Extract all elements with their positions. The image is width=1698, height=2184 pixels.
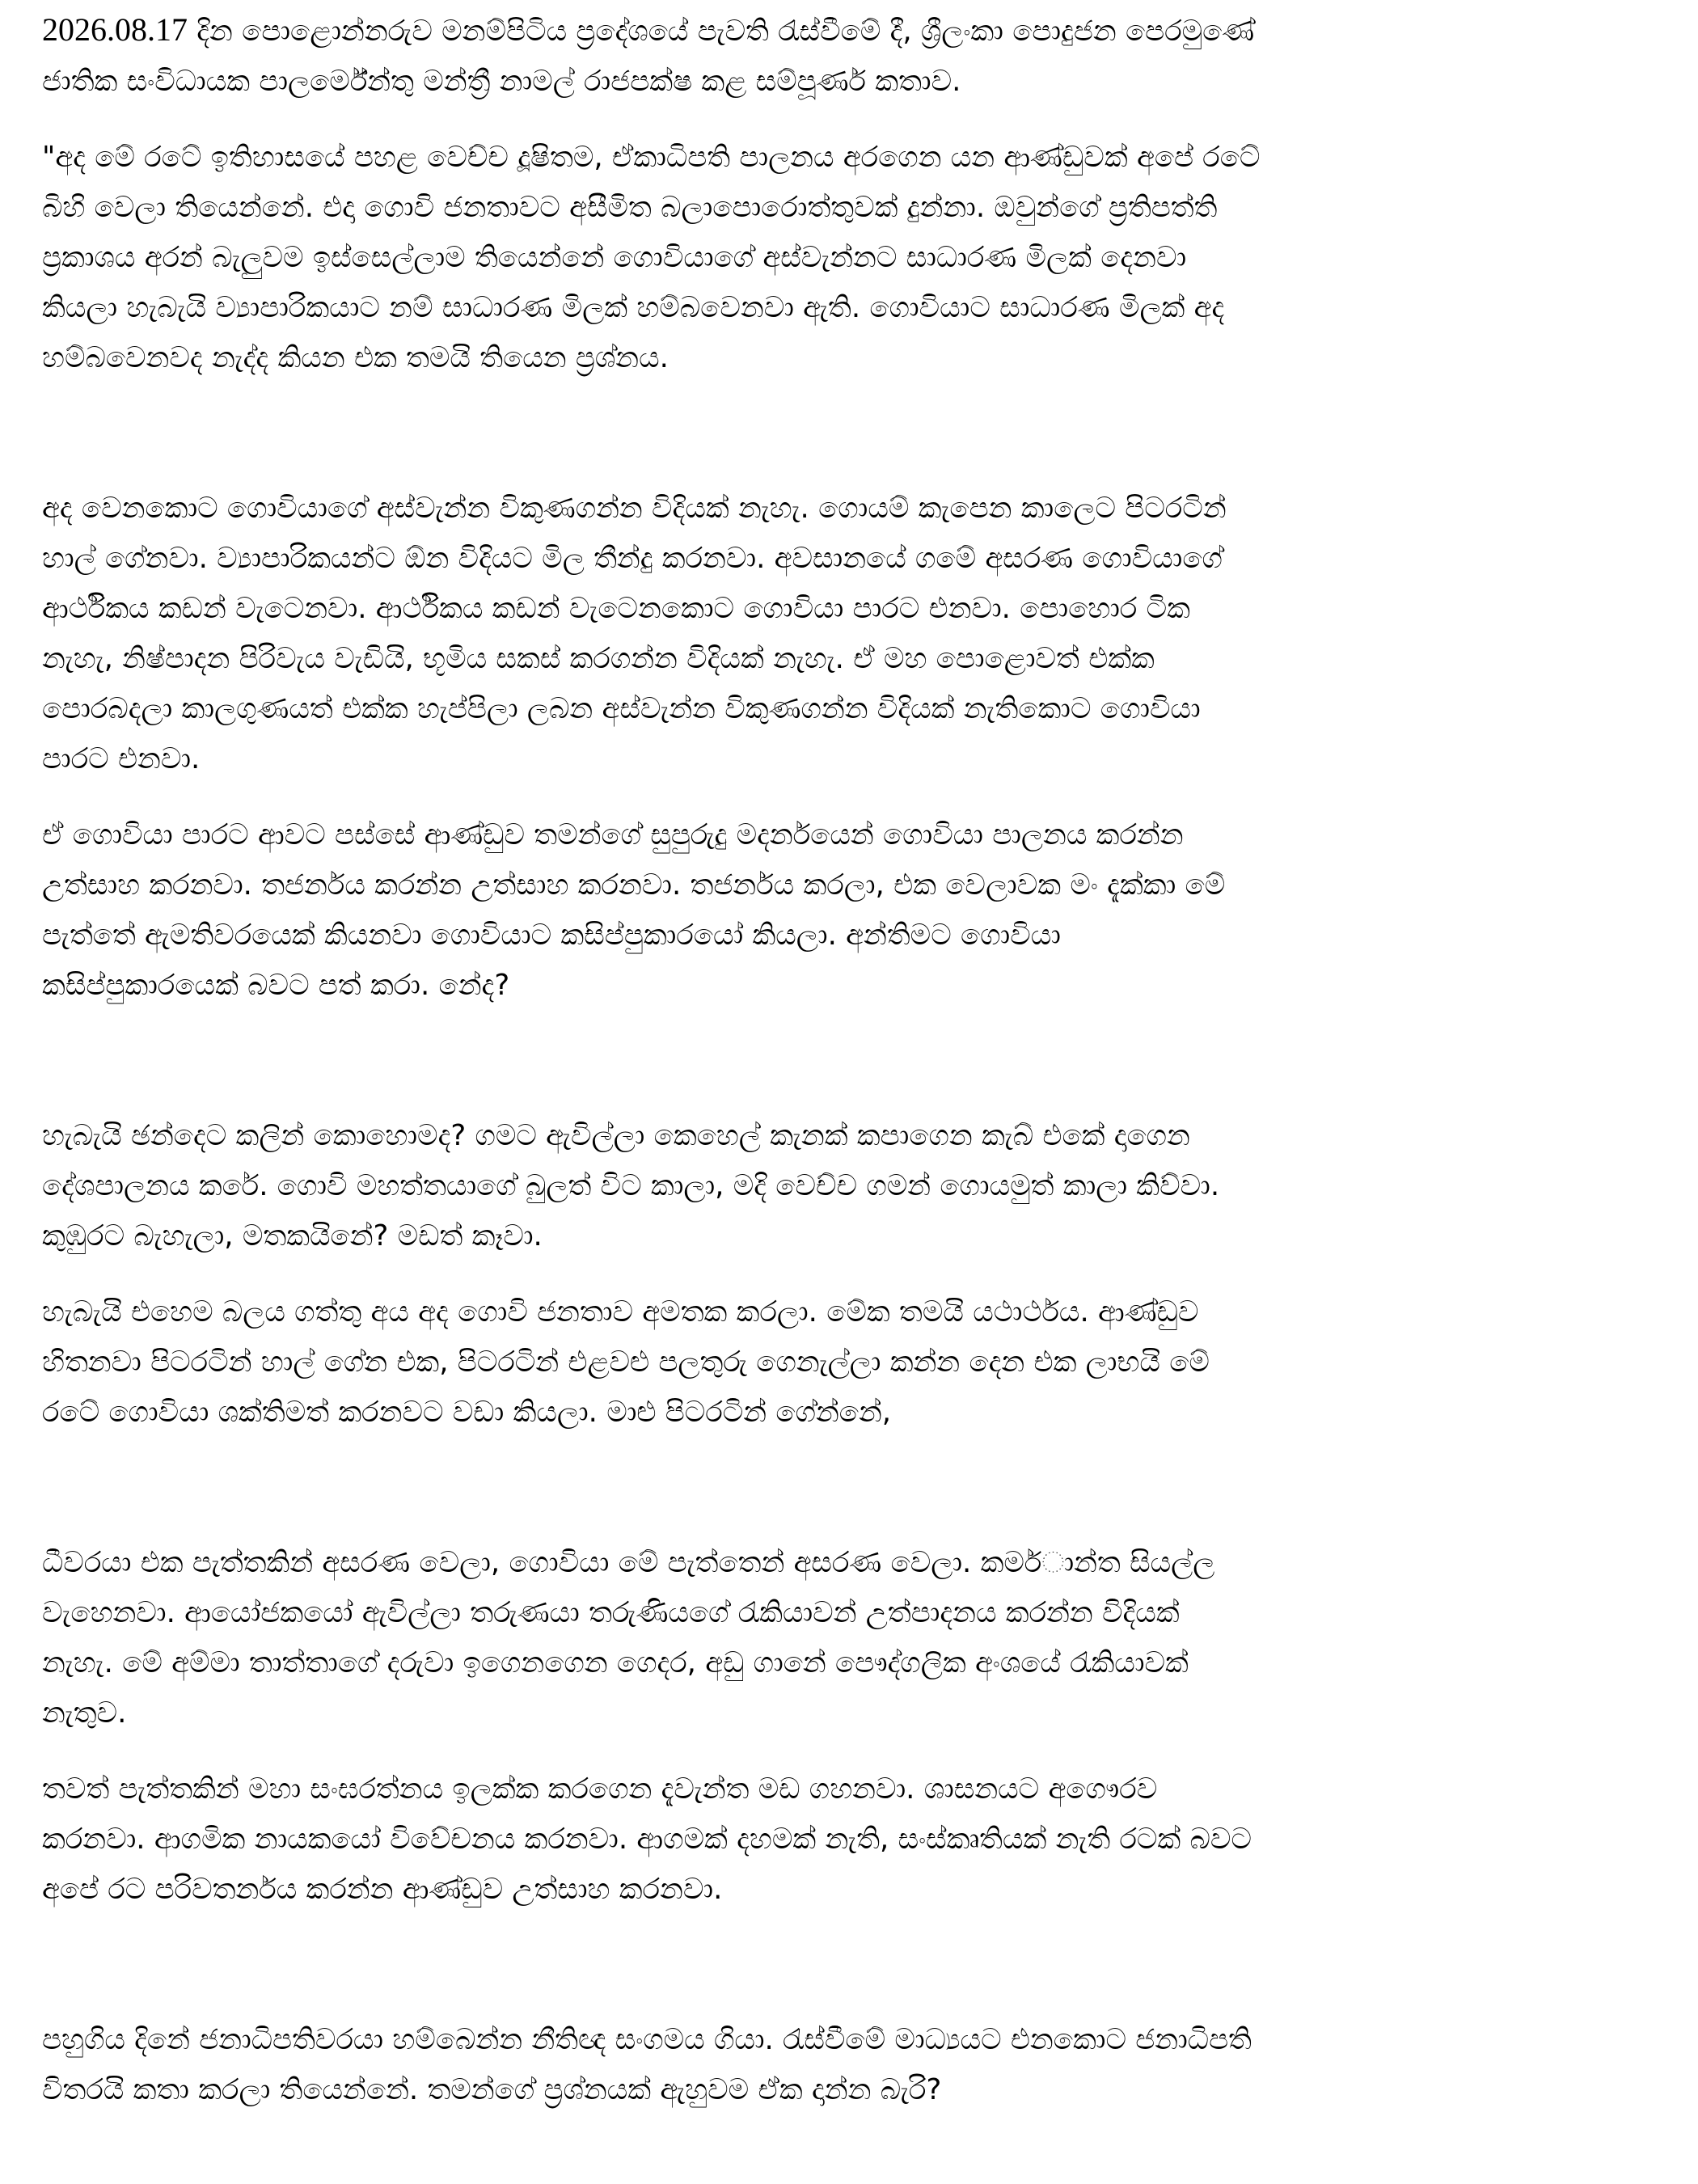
speech-paragraph: පහුගිය දිනේ ජනාධිපතිවරයා හම්බෙන්න නීතිඥ සංගමය ගියා. රැස්වීමේ මාධ්‍යයට එනකොට ජනාධිපති විතරයි කතා කරලා තියෙන්නේ. තමන්ගේ ප්‍රශ්නයක් ඇහුවම ඒක දාන්න බැරි? <box>42 2023 1252 2106</box>
section-spacer <box>42 1915 1643 2015</box>
speech-paragraph: ධීවරයා එක පැත්තකින් අසරණ වෙලා, ගොවියා මේ පැත්තෙන් අසරණ වෙලා. කමර්ාන්ත සියල්ල වැහෙනවා. ආයෝජකයෝ ඇවිල්ලා තරුණයා තරුණියගේ රැකියාවන් උත්පාදනය කරන්න විදියක් නැහැ. මේ අම්මා තාත්තාගේ දරුවා ඉගෙනගෙන ගෙදර, අඩු ගානේ පෞද්ගලික අංශයේ රැකියාවක් නැතුව. <box>42 1546 1215 1730</box>
speech-paragraph: හැබැයි ඡන්දෙට කලින් කොහොමද? ගමට ඇවිල්ලා කෙහෙල් කැනක් කපාගෙන කැබ් එකේ දාගෙන දේශපාලනය කරේ. ගොවි මහත්තයාගේ බුලත් විට කාලා, මදි වෙච්ච ගමන් ගොයමුත් කාලා කිව්වා. කුඹුරට බැහැලා, මතකයිනේ? මඩත් කෑවා. <box>42 1119 1220 1253</box>
intro-text: දින පොළොන්නරුව මනම්පිටිය ප්‍රදේශයේ පැවති රැස්වීමේ දී, ශ්‍රීලංකා පොදුජන පෙරමුණේ ජාතික සංවිධායක පාලර්මේන්තු මන්ත්‍රී නාමල් රාජපක්ෂ කළ සම්පූණර් කතාව. <box>42 15 1255 98</box>
speech-paragraph: තවත් පැත්තකින් මහා සංඝරත්නය ඉලක්ක කරගෙන දැවැන්ත මඩ ගහනවා. ශාසනයට අගෞරව කරනවා. ආගමික නායකයෝ විවේචනය කරනවා. ආගමක් දහමක් නැති, සංස්කෘතියක් නැති රටක් බවට අපේ රට පරිවතර්නය කරන්න ආණ්ඩුව උත්සාහ කරනවා. <box>42 1772 1252 1906</box>
document-body <box>42 5 1643 2115</box>
speech-paragraph: අද වෙනකොට ගොවියාගේ අස්වැන්න විකුණගන්න විදියක් නැහැ. ගොයම් කැපෙන කාලෙට පිටරටින් හාල් ගේනවා. ව්‍යාපාරිකයන්ට ඕන විදියට මිල තීන්දු කරනවා. අවසානයේ ගමේ අසරණ ගොවියාගේ ආර්ථිකය කඩන් වැටෙනවා. ආර්ථිකය කඩන් වැටෙනකොට ගොවියා පාරට එනවා. පොහොර ටික නැහැ, නිෂ්පාදන පිරිවැය වැඩියි, භූමිය සකස් කරගන්න විදියක් නැහැ. ඒ මහ පොළොවත් එක්ක පොරබදලා කාලගුණයත් එක්ක හැප්පිලා ලබන අස්වැන්න විකුණගන්න විදියක් නැතිකොට ගොවියා පාරට එනවා. <box>42 492 1227 775</box>
section-spacer <box>42 383 1643 484</box>
event-date: 2026.08.17 <box>42 11 188 48</box>
speech-paragraph: ඒ ගොවියා පාරට ආවට පස්සේ ආණ්ඩුව තමන්ගේ සුපුරුදු මදර්නයෙන් ගොවියා පාලනය කරන්න උත්සාහ කරනවා. තජර්නය කරන්න උත්සාහ කරනවා. තජර්නය කරලා, එක වෙලාවක මං දැක්කා මේ පැත්තේ ඇමතිවරයෙක් කියනවා ගොවියාට කසිප්පුකාරයෝ කියලා. අන්තිමට ගොවියා කසිප්පුකාරයෙක් බවට පත් කරා. නේද? <box>42 818 1226 1002</box>
section-spacer <box>42 1438 1643 1538</box>
paragraph-spacer <box>42 1261 1643 1287</box>
speech-paragraph: හැබැයි එහෙම බලය ගත්තු අය අද ගොවි ජනතාව අමතක කරලා. මේක තමයි යථාර්ථය. ආණ්ඩුව හිතනවා පිටරටින් හාල් ගේන එක, පිටරටින් එළවළු පලතුරු ගෙනැල්ලා කන්න දෙන එක ලාභයි මේ රටේ ගොවියා ශක්තිමත් කරනවට වඩා කියලා. මාළු පිටරටින් ගේන්නේ, <box>42 1295 1210 1429</box>
section-spacer <box>42 1011 1643 1111</box>
speech-paragraph: "අද මේ රටේ ඉතිහාසයේ පහළ වෙච්ච දූෂිතම, ඒකාධිපති පාලනය අරගෙන යන ආණ්ඩුවක් අපේ රටේ බිහි වෙලා තියෙන්නේ. එදා ගොවි ජනතාවට අසීමිත බලාපොරොත්තුවක් දුන්නා. ඔවුන්ගේ ප්‍රතිපත්ති ප්‍රකාශය අරන් බැලුවම ඉස්සෙල්ලාම තියෙන්නේ ගොවියාගේ අස්වැන්නට සාධාරණ මිලක් දෙනවා කියලා හැබැයි ව්‍යාපාරිකයාට නම් සාධාරණ මිලක් හම්බවෙනවා ඇති. ගොවියාට සාධාරණ මිලක් අද හම්බවෙනවද නැද්ද කියන එක තමයි තියෙන ප්‍රශ්නය. <box>42 141 1261 374</box>
paragraph-spacer <box>42 1738 1643 1764</box>
paragraph-spacer <box>42 784 1643 810</box>
paragraph-spacer <box>42 107 1643 133</box>
intro-paragraph <box>42 5 1643 107</box>
